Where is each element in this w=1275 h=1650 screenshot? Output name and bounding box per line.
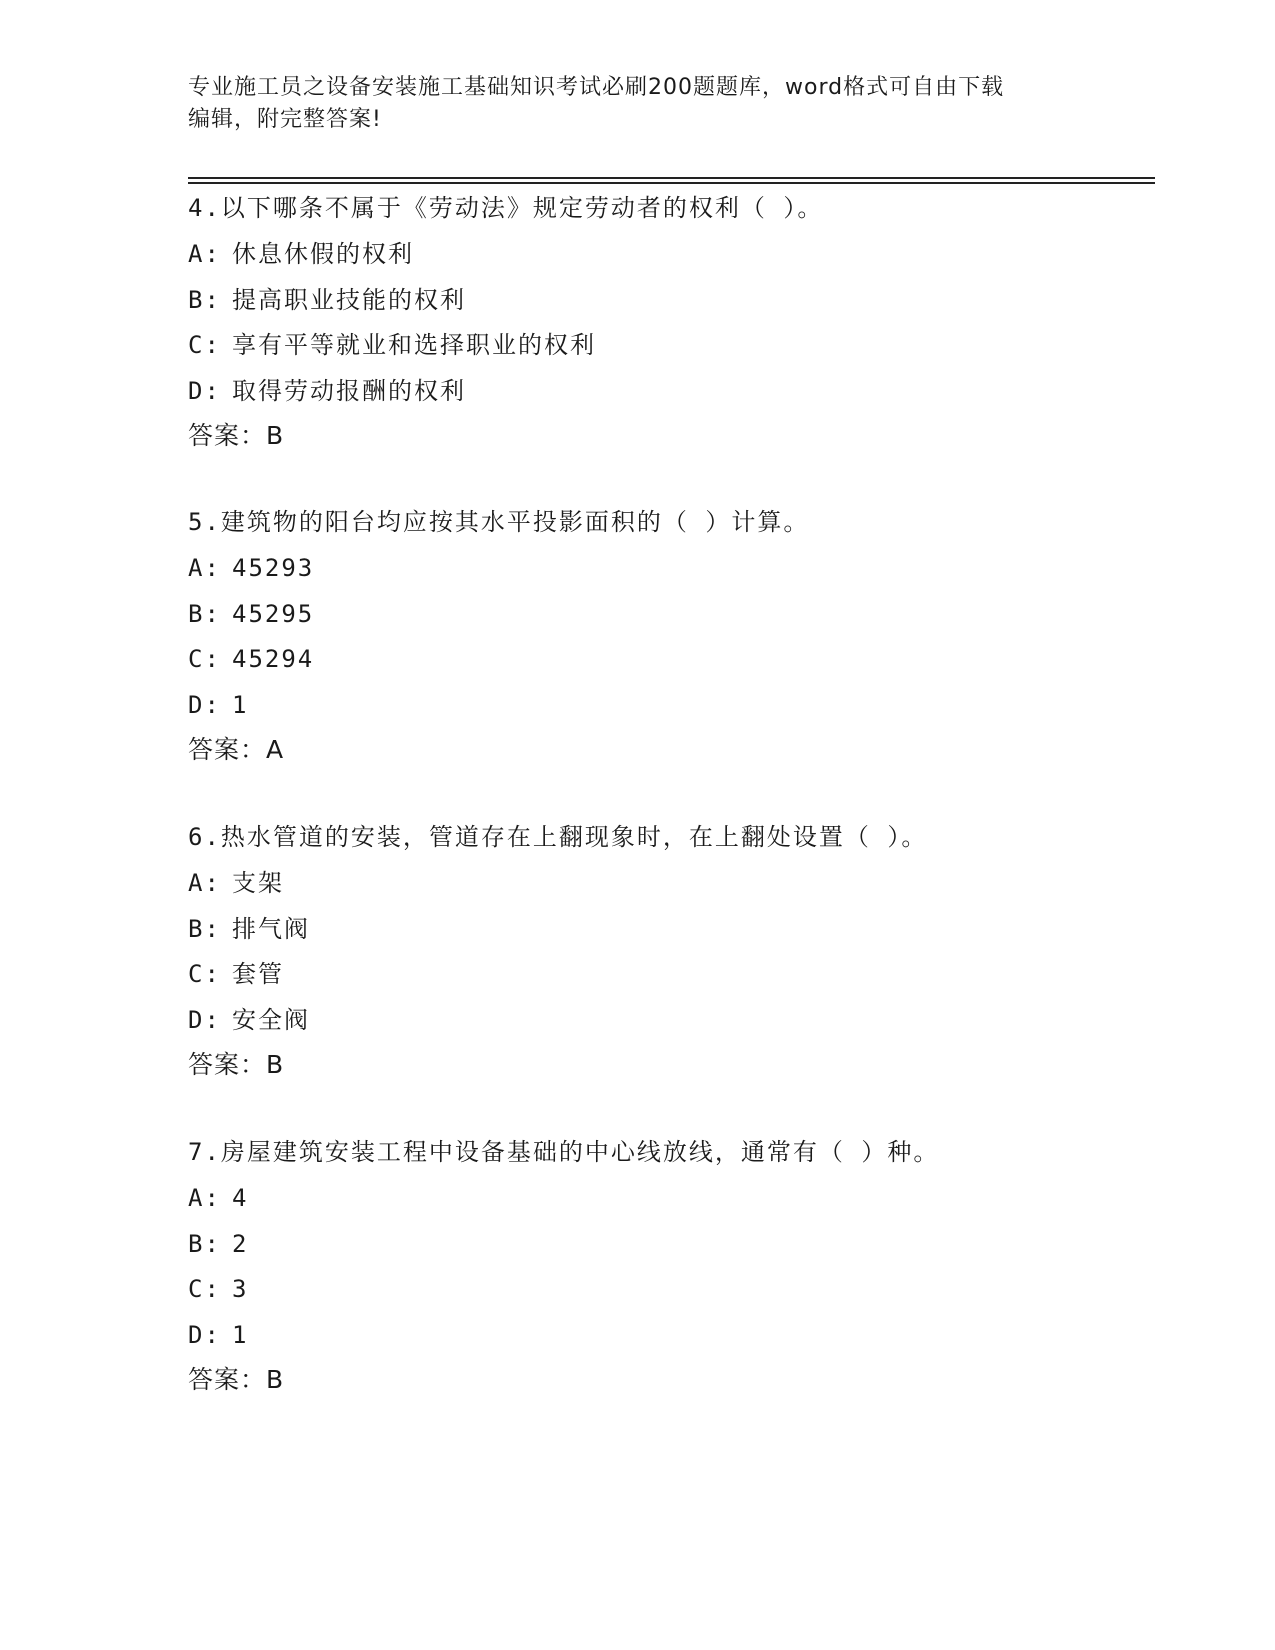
- option-key: D:: [188, 1320, 221, 1349]
- option-c: [188, 1274, 1148, 1320]
- option-b: [188, 1229, 1148, 1275]
- option-key: D:: [188, 690, 221, 719]
- option-d: [188, 376, 1148, 422]
- option-d: [188, 690, 1148, 736]
- option-text: 3: [232, 1275, 249, 1303]
- option-key: A:: [188, 240, 221, 268]
- option-key: D:: [188, 376, 221, 405]
- option-text: 45294: [232, 645, 315, 673]
- header-divider-bottom: [188, 182, 1155, 184]
- option-key: C:: [188, 1275, 221, 1303]
- option-text: 1: [232, 690, 249, 719]
- option-a: [188, 868, 1148, 914]
- option-key: B:: [188, 1229, 221, 1258]
- header-divider-top: [188, 177, 1155, 179]
- option-text: 取得劳动报酬的权利: [232, 376, 466, 405]
- option-key: C:: [188, 645, 221, 673]
- option-key: C:: [188, 331, 221, 359]
- option-key: B:: [188, 285, 221, 314]
- question-stem: 7.房屋建筑安装工程中设备基础的中心线放线，通常有（ ）种。: [188, 1138, 940, 1166]
- option-a: [188, 1183, 1148, 1229]
- option-c: [188, 644, 1148, 690]
- header-line-2: 编辑，附完整答案!: [188, 107, 382, 132]
- option-text: 套管: [232, 960, 284, 988]
- option-text: 提高职业技能的权利: [232, 285, 466, 314]
- option-b: [188, 285, 1148, 331]
- question-block: [188, 822, 1148, 1090]
- option-text: 休息休假的权利: [232, 240, 414, 268]
- option-b: [188, 599, 1148, 645]
- header-line-1: 专业施工员之设备安装施工基础知识考试必刷200题题库，word格式可自由下载: [188, 75, 1005, 100]
- option-c: [188, 330, 1148, 376]
- option-text: 排气阀: [232, 914, 310, 943]
- question-block: [188, 1137, 1148, 1405]
- option-key: A:: [188, 554, 221, 582]
- option-text: 支架: [232, 869, 284, 897]
- option-c: [188, 959, 1148, 1005]
- question-block: [188, 507, 1148, 775]
- question-stem: 6.热水管道的安装，管道存在上翻现象时，在上翻处设置（ ）。: [188, 823, 928, 851]
- answer-line: 答案：B: [188, 1050, 285, 1079]
- document-header: [188, 72, 1088, 136]
- answer-line: 答案：B: [188, 421, 285, 450]
- option-text: 45293: [232, 554, 315, 582]
- option-text: 安全阀: [232, 1005, 310, 1034]
- answer-line: 答案：A: [188, 735, 285, 764]
- option-text: 45295: [232, 599, 315, 628]
- option-d: [188, 1005, 1148, 1051]
- option-text: 1: [232, 1320, 249, 1349]
- question-stem: 4.以下哪条不属于《劳动法》规定劳动者的权利（ ）。: [188, 194, 824, 222]
- option-key: B:: [188, 914, 221, 943]
- option-key: C:: [188, 960, 221, 988]
- option-a: [188, 239, 1148, 285]
- answer-line: 答案：B: [188, 1365, 285, 1394]
- option-b: [188, 914, 1148, 960]
- option-key: B:: [188, 599, 221, 628]
- option-key: D:: [188, 1005, 221, 1034]
- option-key: A:: [188, 1184, 221, 1212]
- option-text: 享有平等就业和选择职业的权利: [232, 331, 596, 359]
- option-key: A:: [188, 869, 221, 897]
- option-a: [188, 553, 1148, 599]
- option-text: 4: [232, 1184, 249, 1212]
- question-block: [188, 193, 1148, 461]
- question-stem: 5.建筑物的阳台均应按其水平投影面积的（ ）计算。: [188, 508, 810, 536]
- option-text: 2: [232, 1229, 249, 1258]
- option-d: [188, 1320, 1148, 1366]
